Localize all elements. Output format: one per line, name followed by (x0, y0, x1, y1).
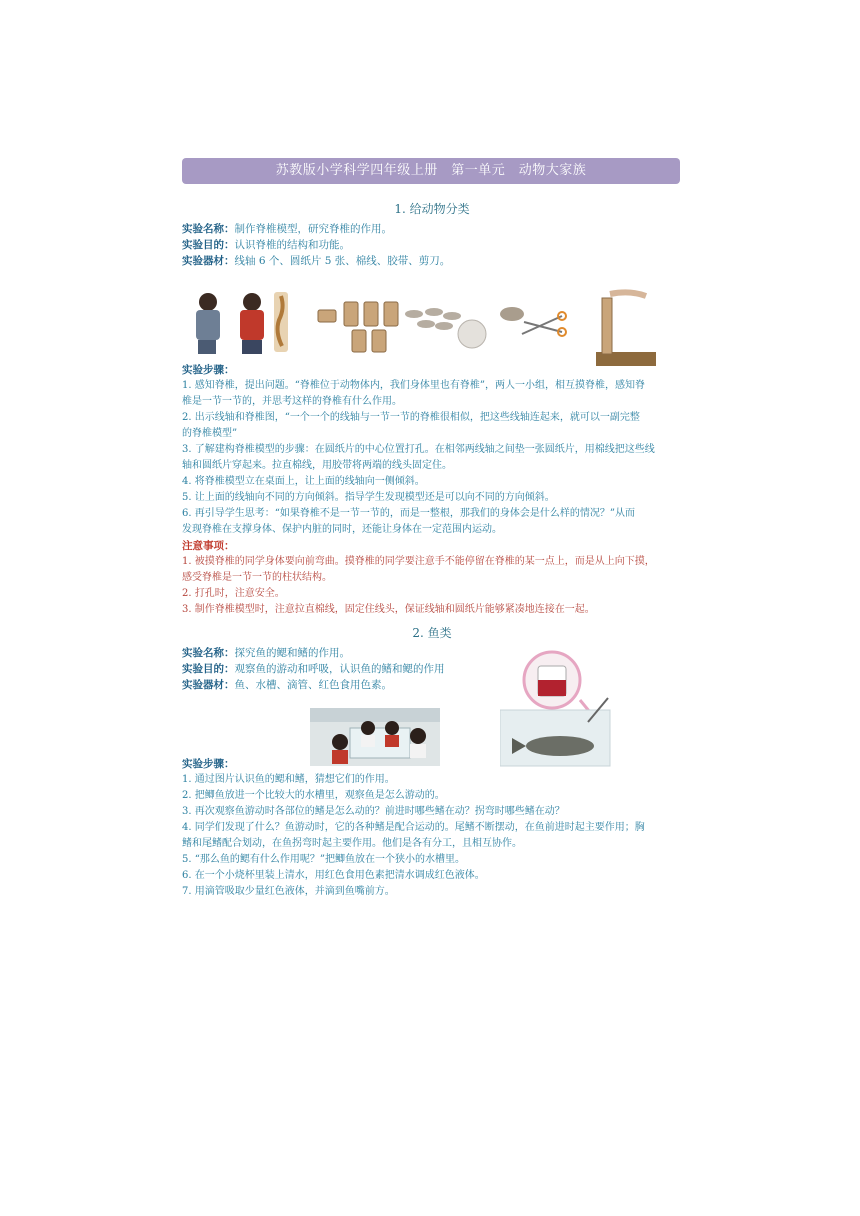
section1-name-row (182, 221, 682, 237)
step-line: 发现脊椎在支撑身体、保护内脏的同时，还能让身体在一定范围内运动。 (182, 524, 502, 535)
scissors-figure (522, 312, 566, 336)
purpose-label: 实验目的： (182, 239, 235, 251)
purpose-label: 实验目的： (182, 663, 235, 675)
section1-steps-heading: 实验步骤： (182, 364, 235, 376)
section2-title: 2. 鱼类 (412, 626, 452, 640)
purpose-value: 观察鱼的游动和呼吸，认识鱼的鳍和鳃的作用 (234, 663, 445, 675)
children-figure (196, 292, 288, 354)
step-line: 椎是一节一节的，并思考这样的脊椎有什么作用。 (182, 396, 402, 407)
step-line: 1. 通过图片认识鱼的鳃和鳍，猜想它们的作用。 (182, 774, 395, 785)
step-line: 的脊椎模型” (182, 428, 238, 439)
step-line: 1. 感知脊椎，提出问题。“脊椎位于动物体内，我们身体里也有脊椎”，两人一小组，相互摸脊椎，感知脊 (182, 380, 645, 391)
spools-figure (318, 302, 398, 352)
name-value: 探究鱼的鳃和鳍的作用。 (234, 647, 350, 659)
tape-figure (500, 307, 524, 321)
step-line: 4. 将脊椎模型立在桌面上，让上面的线轴向一侧倾斜。 (182, 476, 425, 487)
section2-steps-list (182, 772, 682, 900)
unit-banner: 苏教版小学科学四年级上册 第一单元 动物大家族 (182, 158, 680, 184)
note-line: 2. 打孔时，注意安全。 (182, 588, 285, 599)
step-line: 7. 用滴管吸取少量红色液体，并滴到鱼嘴前方。 (182, 886, 395, 897)
step-line: 5. 让上面的线轴向不同的方向倾斜。指导学生发现模型还是可以向不同的方向倾斜。 (182, 492, 555, 503)
materials-value: 鱼、水槽、滴管、红色食用色素。 (234, 679, 392, 691)
note-line: 3. 制作脊椎模型时，注意拉直棉线，固定住线头，保证线轴和圆纸片能够紧凑地连接在一起。 (182, 604, 595, 615)
section1-materials-row (182, 253, 682, 269)
cotton-thread-figure (458, 320, 486, 348)
purpose-value: 认识脊椎的结构和功能。 (234, 239, 350, 251)
section1-steps-list (182, 378, 682, 538)
section1-title: 1. 给动物分类 (394, 202, 470, 216)
step-line: 6. 再引导学生思考：“如果脊椎不是一节一节的，而是一整根，那我们的身体会是什么样的情况？”从而 (182, 508, 635, 519)
step-line: 5. “那么鱼的鳃有什么作用呢？”把鲫鱼放在一个狭小的水槽里。 (182, 854, 465, 865)
fish-tank-beaker-photo (500, 650, 622, 768)
name-label: 实验名称： (182, 223, 235, 235)
students-observing-photo (310, 708, 440, 766)
step-line: 2. 把鲫鱼放进一个比较大的水槽里，观察鱼是怎么游动的。 (182, 790, 445, 801)
paper-discs-figure (405, 308, 461, 330)
notes-list (182, 554, 682, 618)
section1-purpose-row (182, 237, 682, 253)
step-line: 2. 出示线轴和脊椎图，“一个一个的线轴与一节一节的脊椎很相似，把这些线轴连起来，就可以一副完整 (182, 412, 640, 423)
notes-heading: 注意事项： (182, 540, 235, 552)
note-line: 感受脊椎是一节一节的柱状结构。 (182, 572, 332, 583)
step-line: 6. 在一个小烧杯里装上清水，用红色食用色素把清水调成红色液体。 (182, 870, 485, 881)
step-line: 4. 同学们发现了什么？鱼游动时，它的各种鳍是配合运动的。尾鳍不断摆动，在鱼前进时起主要作用；胸 (182, 822, 645, 833)
materials-label: 实验器材： (182, 679, 235, 691)
name-label: 实验名称： (182, 647, 235, 659)
spine-model-figure (596, 292, 656, 366)
note-line: 1. 被摸脊椎的同学身体要向前弯曲。摸脊椎的同学要注意手不能停留在脊椎的某一点上，而是从上向下摸， (182, 556, 655, 567)
name-value: 制作脊椎模型，研究脊椎的作用。 (234, 223, 392, 235)
materials-value: 线轴 6 个、圆纸片 5 张、棉线、胶带、剪刀。 (234, 255, 451, 267)
spine-materials-illustration (190, 288, 660, 370)
section2-steps-heading: 实验步骤： (182, 758, 235, 770)
step-line: 3. 再次观察鱼游动时各部位的鳍是怎么动的？前进时哪些鳍在动？拐弯时哪些鳍在动？ (182, 806, 565, 817)
step-line: 轴和圆纸片穿起来。拉直棉线，用胶带将两端的线头固定住。 (182, 460, 452, 471)
step-line: 3. 了解建构脊椎模型的步骤：在圆纸片的中心位置打孔。在相邻两线轴之间垫一张圆纸片，用棉线把这些线 (182, 444, 655, 455)
materials-label: 实验器材： (182, 255, 235, 267)
step-line: 鳍和尾鳍配合划动，在鱼拐弯时起主要作用。他们是各有分工，且相互协作。 (182, 838, 522, 849)
